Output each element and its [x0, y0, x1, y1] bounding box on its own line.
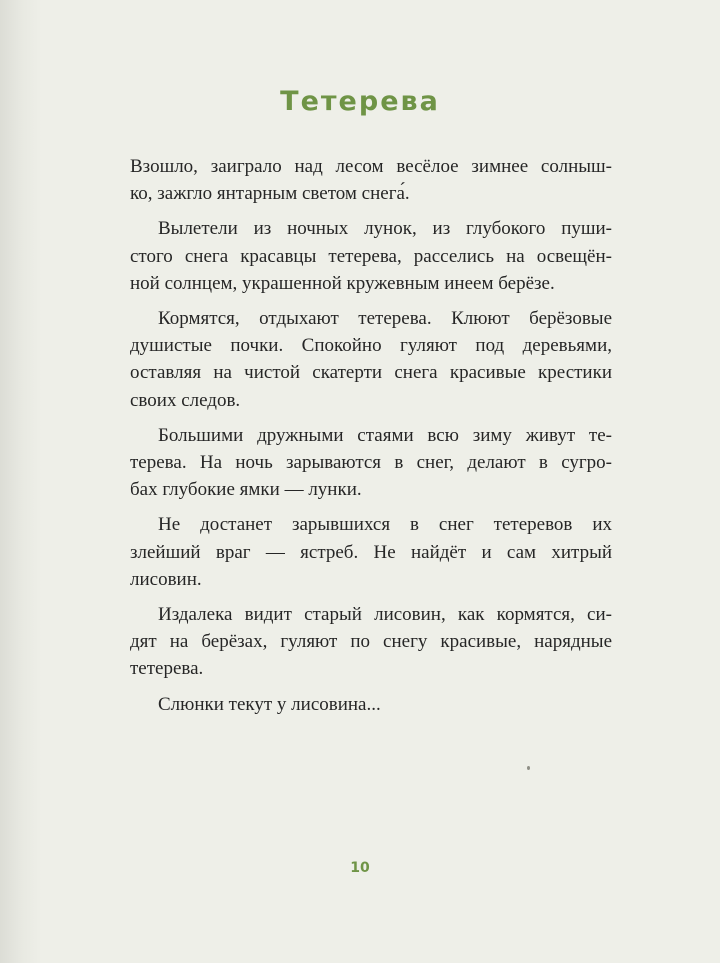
text-line: оставляя на чистой скатерти снега красивые крестики: [130, 362, 612, 384]
text-line: Кормятся, отдыхают тетерева. Клюют берёзовые: [158, 308, 612, 330]
text-line: ной солнцем, украшенной кружевным инеем берёзе.: [130, 272, 555, 294]
paragraph: [130, 691, 612, 718]
text-line: душистые почки. Спокойно гуляют под деревьями,: [130, 335, 612, 357]
paragraph: [130, 601, 612, 683]
text-line: Не достанет зарывшихся в снег тетеревов их: [158, 514, 612, 536]
text-line: Вылетели из ночных лунок, из глубокого пуши-: [158, 218, 612, 240]
text-line: тетерева.: [130, 658, 204, 680]
text-line: стого снега красавцы тетерева, расселись на освещён-: [130, 245, 612, 267]
story-text: [130, 153, 612, 726]
paragraph: [130, 215, 612, 297]
paragraph: [130, 422, 612, 504]
text-line: лисовин.: [130, 568, 202, 590]
gutter-shadow: [0, 0, 42, 963]
text-line: бах глубокие ямки — лунки.: [130, 479, 362, 501]
text-line: своих следов.: [130, 389, 241, 411]
story-title: Тетерева: [280, 86, 440, 117]
page-number: 10: [350, 860, 370, 876]
text-line: терева. На ночь зарываются в снег, делают в сугро-: [130, 452, 612, 474]
text-line: Слюнки текут у лисовина...: [158, 693, 381, 715]
text-line: Взошло, заиграло над лесом весёлое зимнее солныш-: [130, 156, 612, 177]
paper-speck: [527, 766, 530, 770]
text-line: ко, зажгло янтарным светом снега́.: [130, 183, 410, 205]
text-line: дят на берёзах, гуляют по снегу красивые, нарядные: [130, 631, 612, 653]
paragraph: [130, 305, 612, 414]
paragraph: [130, 511, 612, 593]
text-line: злейший враг — ястреб. Не найдёт и сам хитрый: [130, 541, 612, 563]
text-line: Издалека видит старый лисовин, как кормятся, си-: [158, 604, 612, 626]
paragraph: [130, 153, 612, 207]
text-line: Большими дружными стаями всю зиму живут те-: [158, 424, 612, 446]
